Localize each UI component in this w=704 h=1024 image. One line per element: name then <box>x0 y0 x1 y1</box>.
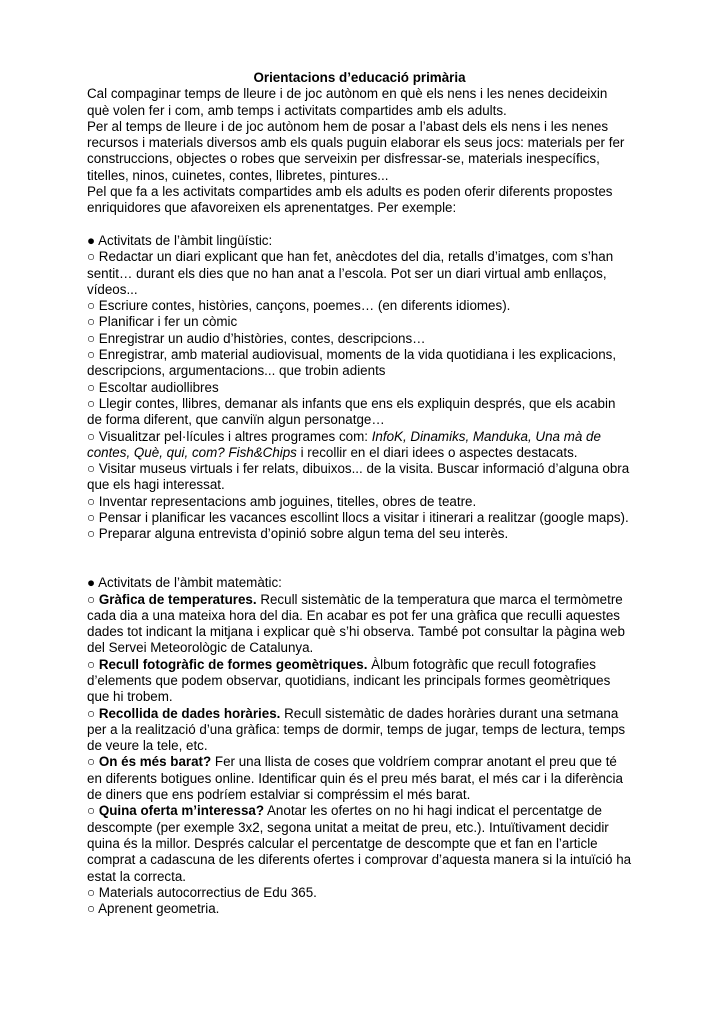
films-text-pre: ○ Visualitzar pel·lícules i altres programes com: <box>87 428 372 444</box>
list-item: ○ Aprenent geometria. <box>87 901 220 917</box>
bullet: ○ <box>87 656 99 672</box>
list-item <box>87 592 632 657</box>
intro-paragraph-1: Cal compaginar temps de lleure i de joc autònom en què els nens i les nenes decideixin què volen fer i com, amb temps i activitats compartides amb els adults. <box>87 86 608 118</box>
math-heading: ● Activitats de l’àmbit matemàtic: <box>87 575 282 591</box>
list-item: ○ Preparar alguna entrevista d’opinió sobre algun tema del seu interès. <box>87 526 509 542</box>
list-item: ○ Enregistrar un audio d’històries, contes, descripcions… <box>87 330 426 346</box>
list-item: ○ Escriure contes, històries, cançons, poemes… (en diferents idiomes). <box>87 298 511 314</box>
list-item: ○ Materials autocorrectius de Edu 365. <box>87 884 317 900</box>
films-titles: InfoK, Dinamiks, Manduka, Una mà de contes, Què, qui, com? Fish&Chips <box>87 428 601 460</box>
item-title: Recull fotogràfic de formes geomètriques. <box>98 656 368 672</box>
list-item: ○ Inventar representacions amb joguines, titelles, obres de teatre. <box>87 493 477 509</box>
item-text: Àlbum fotogràfic que recull fotografies d’elements que podem observar, quotidians, indicant les principals formes geomètriques que hi trobem. <box>87 656 611 705</box>
list-item: ○ Llegir contes, llibres, demanar als infants que ens els expliquin després, que els acabin de forma diferent, que canviïn algun personatge… <box>87 395 616 428</box>
item-text: Fer una llista de coses que voldríem comprar anotant el preu que té en diferents botigues online. Identificar quin és el preu més barat, el més car i la diferència de diners que ens podríem estalviar si compréssim el més barat. <box>87 754 623 803</box>
item-text: Recull sistemàtic de la temperatura que marca el termòmetre cada dia a una mateixa hora del dia. En acabar es pot fer una gràfica que reculli aquestes dades tot indicant la mitjana i explicar què s’hi observa. També pot consultar la pàgina web del Servei Meteorològic de Catalunya. <box>87 591 625 656</box>
bullet: ○ <box>87 754 99 770</box>
list-item <box>87 706 632 755</box>
intro-paragraph-2: Per al temps de lleure i de joc autònom hem de posar a l’abast dels els nens i les nenes recursos i materials diversos amb els quals puguin elaborar els seus jocs: materials per fer construccions, objectes o robes que serveixin per disfressar-se, materials inespecífics, titelles, ninos, cuinetes, contes, llibretes, pintures... <box>87 118 625 183</box>
spacer <box>87 543 632 576</box>
item-text: Recull sistemàtic de dades horàries durant una setmana per a la realització d’una gràfica: temps de dormir, temps de jugar, temps de lectura, temps de veure la tele, etc. <box>87 705 626 754</box>
list-item: ○ Escoltar audiollibres <box>87 379 219 395</box>
item-title: On és més barat? <box>98 754 212 770</box>
item-title: Quina oferta m’interessa? <box>98 803 265 819</box>
item-title: Recollida de dades horàries. <box>98 705 281 721</box>
list-item: ○ Visitar museus virtuals i fer relats, dibuixos... de la visita. Buscar informació d’alguna obra que els hagi interessat. <box>87 461 630 493</box>
spacer <box>87 217 632 233</box>
list-item-films <box>87 429 632 462</box>
item-text: Anotar les ofertes on no hi hagi indicat el percentatge de descompte (per exemple 3x2, segona unitat a meitat de preu, etc.). Intuïtivament decidir quina és la millor. Després calcular el percentatge de descompte que et fan en l’article comprat a cadascuna de les diferents ofertes i comprovar d’aquesta manera si la intuïció ha estat la correcta. <box>87 803 632 884</box>
list-item: ○ Redactar un diari explicant que han fet, anècdotes del dia, retalls d’imatges, com s’han sentit… durant els dies que no han anat a l’escola. Pot ser un diari virtual amb enllaços, vídeos... <box>87 249 614 297</box>
list-item: ○ Enregistrar, amb material audiovisual, moments de la vida quotidiana i les explicacions, descripcions, argumentacions... que trobin adients <box>87 347 617 379</box>
bullet: ○ <box>87 705 99 721</box>
list-item <box>87 803 632 884</box>
list-item: ○ Pensar i planificar les vacances escollint llocs a visitar i itinerari a realitzar (google maps). <box>87 510 629 526</box>
linguistic-heading: ● Activitats de l’àmbit lingüístic: <box>87 232 273 248</box>
list-item: ○ Planificar i fer un còmic <box>87 314 238 330</box>
intro-paragraph-3: Pel que fa a les activitats compartides amb els adults es poden oferir diferents propostes enriquidores que afavoreixen els aprenentatges. Per exemple: <box>87 184 613 216</box>
page-title: Orientacions d’educació primària <box>253 70 466 85</box>
list-item <box>87 754 632 803</box>
films-text-post: i recollir en el diari idees o aspectes destacats. <box>296 444 578 460</box>
list-item <box>87 657 632 706</box>
bullet: ○ <box>87 803 99 819</box>
bullet: ○ <box>87 591 99 607</box>
item-title: Gràfica de temperatures. <box>98 591 257 607</box>
document-page <box>87 70 632 917</box>
